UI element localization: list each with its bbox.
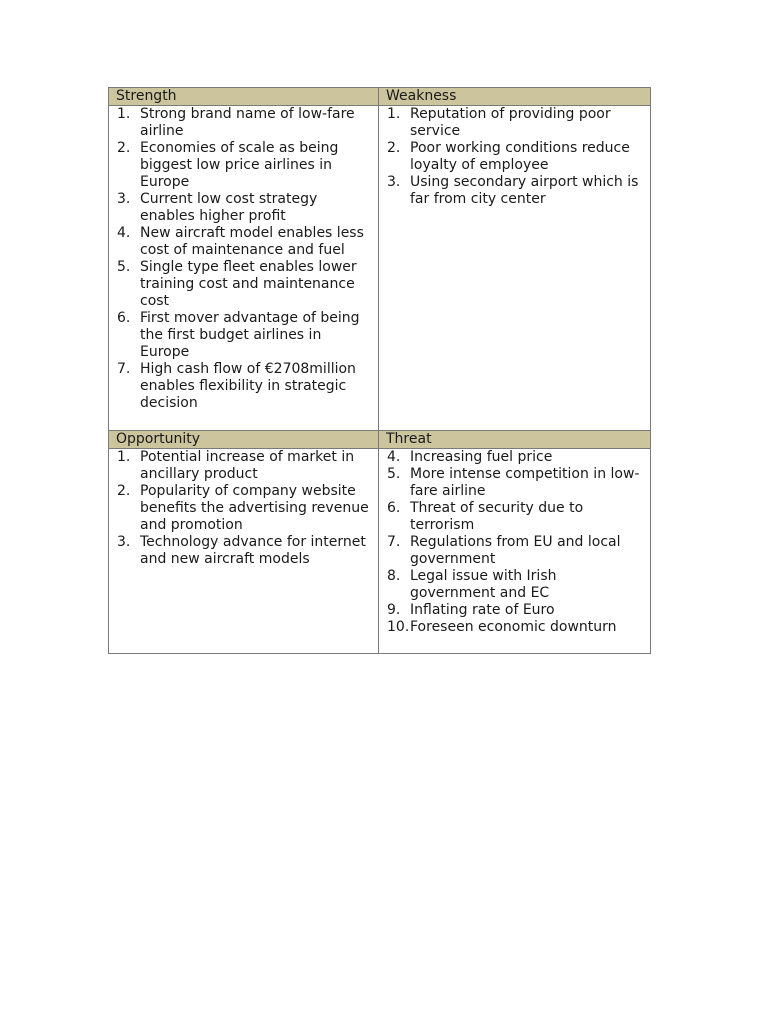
list-item-number: 9.: [387, 602, 401, 618]
list-item-text: Threat of security due to terrorism: [410, 500, 584, 533]
list-item: [109, 483, 374, 534]
list-item: [109, 259, 374, 310]
list-item-text: Regulations from EU and local government: [410, 534, 621, 567]
list-item-number: 5.: [387, 466, 401, 482]
list-item-text: Increasing fuel price: [410, 449, 553, 465]
threat-cell: [379, 449, 651, 654]
list-item-text: More intense competition in low-fare airline: [410, 466, 640, 499]
weakness-list: [379, 106, 646, 208]
list-item: [379, 140, 646, 174]
list-item: [379, 174, 646, 208]
threat-header: Threat: [379, 431, 651, 449]
list-item-number: 10.: [387, 619, 410, 635]
list-item-number: 3.: [387, 174, 401, 190]
list-item-number: 1.: [117, 106, 131, 122]
list-item-text: First mover advantage of being the first budget airlines in Europe: [140, 310, 360, 360]
list-item-number: 4.: [117, 225, 131, 241]
list-item-text: Poor working conditions reduce loyalty of employee: [410, 140, 630, 173]
list-item-text: Current low cost strategy enables higher profit: [140, 191, 318, 224]
list-item-number: 1.: [387, 106, 401, 122]
list-item-text: Legal issue with Irish government and EC: [410, 568, 557, 601]
list-item: [379, 619, 646, 636]
list-item-number: 3.: [117, 534, 131, 550]
weakness-header: Weakness: [379, 88, 651, 106]
list-item-number: 8.: [387, 568, 401, 584]
content-row-strength-weakness: [109, 106, 651, 431]
list-item: [379, 500, 646, 534]
list-item: [109, 449, 374, 483]
weakness-cell: [379, 106, 651, 431]
list-item-text: Potential increase of market in ancillary product: [140, 449, 355, 482]
list-item-number: 6.: [117, 310, 131, 326]
list-item: [109, 534, 374, 568]
opportunity-header: Opportunity: [109, 431, 379, 449]
list-item: [379, 602, 646, 619]
list-item-text: New aircraft model enables less cost of maintenance and fuel: [140, 225, 364, 258]
list-item: [109, 106, 374, 140]
list-item: [379, 534, 646, 568]
list-item-text: Reputation of providing poor service: [410, 106, 611, 139]
list-item-text: Popularity of company website benefits the advertising revenue and promotion: [140, 483, 369, 533]
list-item-text: High cash flow of €2708million enables flexibility in strategic decision: [140, 361, 356, 411]
list-item-number: 4.: [387, 449, 401, 465]
list-item: [379, 466, 646, 500]
list-item-text: Strong brand name of low-fare airline: [140, 106, 355, 139]
content-row-opportunity-threat: [109, 449, 651, 654]
list-item-number: 7.: [117, 361, 131, 377]
list-item: [379, 106, 646, 140]
list-item: [109, 225, 374, 259]
threat-list: [379, 449, 646, 636]
list-item-number: 2.: [387, 140, 401, 156]
list-item: [109, 361, 374, 412]
list-item-number: 2.: [117, 140, 131, 156]
list-item-number: 6.: [387, 500, 401, 516]
header-row-opportunity-threat: [109, 431, 651, 449]
list-item-number: 2.: [117, 483, 131, 499]
list-item: [109, 140, 374, 191]
list-item-text: Using secondary airport which is far from city center: [410, 174, 639, 207]
list-item-number: 1.: [117, 449, 131, 465]
strength-cell: [109, 106, 379, 431]
list-item-text: Foreseen economic downturn: [410, 619, 617, 635]
list-item: [379, 568, 646, 602]
list-item-number: 7.: [387, 534, 401, 550]
list-item-text: Inflating rate of Euro: [410, 602, 555, 618]
list-item-number: 5.: [117, 259, 131, 275]
list-item: [109, 310, 374, 361]
strength-list: [109, 106, 374, 412]
list-item-text: Economies of scale as being biggest low price airlines in Europe: [140, 140, 339, 190]
list-item: [109, 191, 374, 225]
header-row-strength-weakness: [109, 88, 651, 106]
swot-table: [108, 87, 651, 654]
opportunity-cell: [109, 449, 379, 654]
list-item-number: 3.: [117, 191, 131, 207]
list-item-text: Technology advance for internet and new aircraft models: [140, 534, 366, 567]
list-item-text: Single type fleet enables lower training cost and maintenance cost: [140, 259, 357, 309]
strength-header: Strength: [109, 88, 379, 106]
opportunity-list: [109, 449, 374, 568]
list-item: [379, 449, 646, 466]
